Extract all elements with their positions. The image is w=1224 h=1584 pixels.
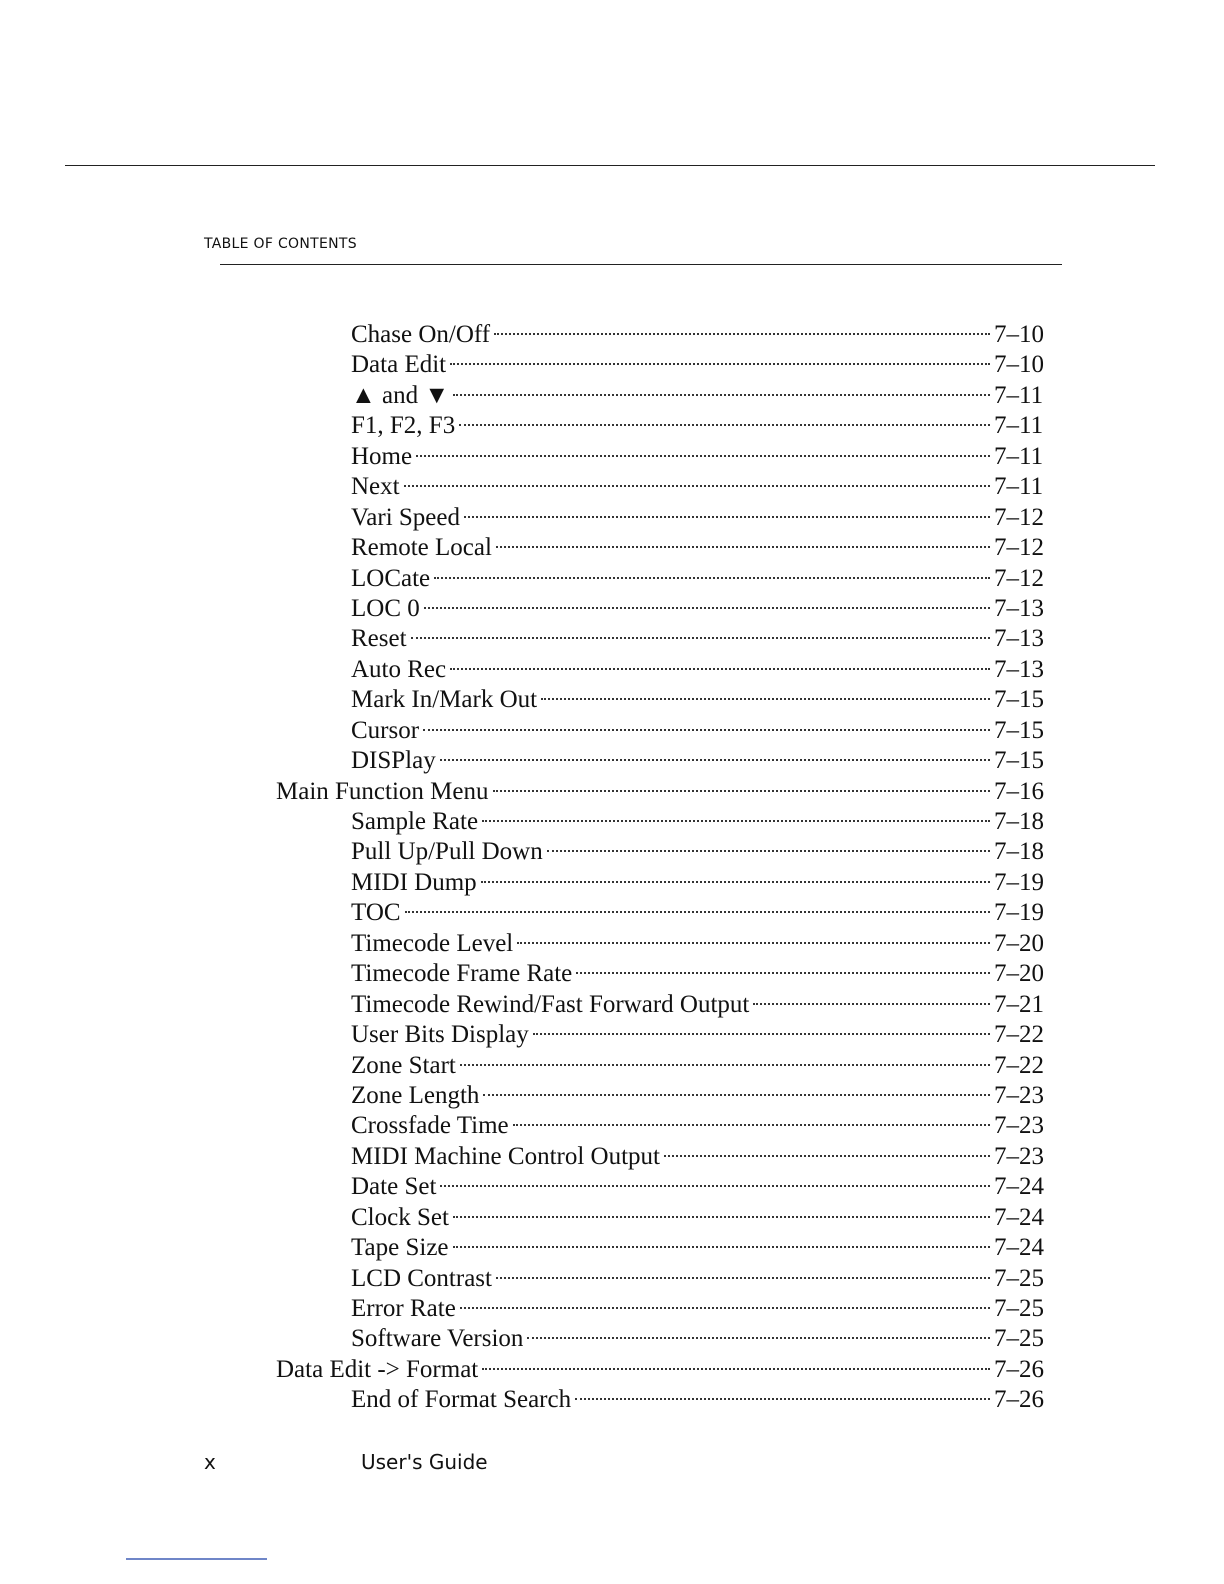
toc-entry-page: 7–21	[994, 990, 1044, 1018]
toc-entry-page: 7–25	[994, 1264, 1044, 1292]
header-rule	[220, 264, 1062, 265]
dot-leader	[423, 708, 990, 738]
toc-entry-label: MIDI Dump	[351, 868, 477, 896]
toc-entry-label: Tape Size	[351, 1234, 449, 1262]
dot-leader	[493, 769, 991, 799]
toc-entry-page: 7–20	[994, 960, 1044, 988]
toc-entry-label: Crossfade Time	[351, 1112, 509, 1140]
toc-entry-label: TOC	[351, 899, 401, 927]
dot-leader	[404, 464, 990, 494]
dot-leader	[483, 1073, 990, 1103]
toc-entry	[0, 1103, 1224, 1140]
dot-leader	[496, 1256, 990, 1286]
dot-leader	[664, 1134, 990, 1164]
toc-entry-page: 7–18	[994, 808, 1044, 835]
toc-entry	[0, 890, 1224, 927]
toc-entry-page: 7–25	[994, 1325, 1044, 1353]
dot-leader	[576, 951, 990, 981]
toc-entry-page: 7–12	[994, 534, 1044, 562]
toc-entry-label: End of Format Search	[351, 1386, 572, 1414]
toc-entry-page: 7–13	[994, 625, 1044, 653]
toc-entry-page: 7–22	[994, 1051, 1044, 1079]
toc-entry-label: LOCate	[351, 564, 431, 592]
toc-entry-label: Next	[351, 473, 400, 501]
toc-entry	[0, 1225, 1224, 1262]
toc-entry	[0, 312, 1224, 348]
toc-entry	[0, 769, 1224, 805]
toc-entry-label: MIDI Machine Control Output	[351, 1142, 660, 1170]
toc-entry-label: Data Edit -> Format	[276, 1355, 479, 1383]
toc-entry	[0, 373, 1224, 409]
toc-entry	[0, 982, 1224, 1018]
toc-entry	[0, 1377, 1224, 1414]
toc-entry-page: 7–19	[994, 868, 1044, 896]
toc-entry	[0, 1073, 1224, 1109]
footer-page-number: x	[204, 1450, 216, 1474]
toc-entry-page: 7–11	[994, 442, 1044, 470]
dot-leader	[424, 586, 990, 616]
toc-entry-label: Cursor	[351, 716, 420, 744]
dot-leader	[450, 342, 990, 372]
toc-entry-page: 7–10	[994, 351, 1044, 379]
dot-leader	[434, 556, 990, 586]
toc-entry	[0, 1286, 1224, 1322]
toc-entry	[0, 1256, 1224, 1292]
toc-entry-label: Remote Local	[351, 534, 492, 562]
dot-leader	[527, 1316, 990, 1346]
dot-leader	[494, 312, 990, 342]
dot-leader	[496, 525, 990, 555]
toc-entry-page: 7–15	[994, 747, 1044, 775]
toc-entry-page: 7–12	[994, 503, 1044, 531]
dot-leader	[453, 1195, 990, 1225]
toc-entry-label: Pull Up/Pull Down	[351, 838, 543, 866]
toc-entry-page: 7–10	[994, 321, 1044, 348]
dot-leader	[450, 647, 990, 677]
toc-entry-label: Reset	[351, 625, 407, 653]
toc-entry	[0, 403, 1224, 440]
toc-entry	[0, 708, 1224, 744]
toc-entry-page: 7–13	[994, 594, 1044, 622]
toc-entry-label: LOC 0	[351, 594, 420, 622]
toc-entry-label: Error Rate	[351, 1295, 456, 1322]
toc-entry-page: 7–22	[994, 1021, 1044, 1049]
dot-leader	[517, 921, 990, 951]
toc-entry	[0, 1134, 1224, 1170]
toc-entry-page: 7–23	[994, 1081, 1044, 1109]
toc-entry-page: 7–24	[994, 1234, 1044, 1262]
toc-entry-label: Auto Rec	[351, 655, 447, 683]
dot-leader	[541, 677, 990, 707]
toc-entry-label: Chase On/Off	[351, 321, 491, 348]
toc-entry-label: Vari Speed	[351, 503, 460, 531]
dot-leader	[460, 1286, 990, 1316]
dot-leader	[482, 799, 990, 829]
running-header	[200, 236, 1064, 266]
dot-leader	[575, 1377, 990, 1407]
toc-entry	[0, 1164, 1224, 1201]
toc-entry	[0, 860, 1224, 896]
dot-leader	[482, 1347, 990, 1377]
toc-entry	[0, 1195, 1224, 1231]
dot-leader	[533, 1012, 990, 1042]
toc-entry-label: Date Set	[351, 1173, 437, 1201]
toc-entry	[0, 921, 1224, 957]
toc-entry	[0, 556, 1224, 592]
toc-entry-label: User Bits Display	[351, 1021, 529, 1049]
toc-entry	[0, 1043, 1224, 1079]
toc-entry	[0, 434, 1224, 470]
toc-entry-label: ▲ and ▼	[351, 381, 450, 409]
toc-entry-label: Timecode Level	[351, 929, 514, 957]
dot-leader	[405, 890, 990, 920]
toc-entry-page: 7–12	[994, 564, 1044, 592]
dot-leader	[459, 403, 990, 433]
toc-entry-page: 7–11	[994, 381, 1044, 409]
toc-entry-page: 7–23	[994, 1112, 1044, 1140]
toc-entry-page: 7–24	[994, 1173, 1044, 1201]
bottom-mark	[126, 1558, 267, 1560]
toc-entry	[0, 586, 1224, 622]
dot-leader	[440, 738, 990, 768]
dot-leader	[753, 982, 990, 1012]
toc-entry-page: 7–19	[994, 899, 1044, 927]
dot-leader	[513, 1103, 990, 1133]
toc-entry-page: 7–26	[994, 1355, 1044, 1383]
dot-leader	[464, 495, 990, 525]
toc-entry-label: Zone Length	[351, 1081, 480, 1109]
toc-entry-label: Software Version	[351, 1325, 524, 1353]
dot-leader	[547, 829, 990, 859]
toc-entry-page: 7–13	[994, 655, 1044, 683]
toc-entry-page: 7–24	[994, 1203, 1044, 1231]
toc-entry	[0, 342, 1224, 379]
toc-entry-page: 7–18	[994, 838, 1044, 866]
toc-entry-label: F1, F2, F3	[351, 412, 456, 440]
toc-entry-label: LCD Contrast	[351, 1264, 492, 1292]
page-footer	[0, 1450, 1224, 1480]
toc-entry-page: 7–11	[994, 412, 1044, 440]
toc-entry-page: 7–20	[994, 929, 1044, 957]
toc-entry-label: Main Function Menu	[276, 777, 489, 805]
table-of-contents	[0, 312, 1224, 1414]
header-title: TABLE OF CONTENTS	[204, 236, 357, 252]
toc-entry	[0, 677, 1224, 714]
toc-entry	[0, 525, 1224, 562]
toc-entry-label: Data Edit	[351, 351, 447, 379]
toc-entry-page: 7–16	[994, 777, 1044, 805]
toc-entry	[0, 616, 1224, 653]
toc-entry-label: Sample Rate	[351, 808, 479, 835]
toc-entry-page: 7–15	[994, 716, 1044, 744]
toc-entry-page: 7–15	[994, 686, 1044, 714]
dot-leader	[453, 373, 990, 403]
dot-leader	[416, 434, 990, 464]
dot-leader	[481, 860, 990, 890]
toc-entry	[0, 647, 1224, 683]
toc-entry-label: Home	[351, 442, 413, 470]
toc-entry	[0, 951, 1224, 988]
toc-entry-page: 7–11	[994, 473, 1044, 501]
toc-entry	[0, 799, 1224, 835]
toc-entry	[0, 495, 1224, 531]
toc-entry-label: Timecode Frame Rate	[351, 960, 573, 988]
toc-entry-page: 7–26	[994, 1386, 1044, 1414]
toc-entry	[0, 464, 1224, 501]
toc-entry	[0, 1012, 1224, 1049]
toc-entry-page-wrap	[994, 1385, 1064, 1415]
dot-leader	[460, 1043, 990, 1073]
toc-entry-page: 7–25	[994, 1295, 1044, 1322]
toc-entry-label: Timecode Rewind/Fast Forward Output	[351, 990, 750, 1018]
toc-entry	[0, 1316, 1224, 1353]
toc-entry-label: DISPlay	[351, 747, 436, 775]
toc-entry	[0, 738, 1224, 775]
dot-leader	[453, 1225, 990, 1255]
toc-entry-label: Clock Set	[351, 1203, 449, 1231]
dot-leader	[440, 1164, 990, 1194]
toc-entry	[0, 1347, 1224, 1383]
footer-guide-title: User's Guide	[361, 1450, 488, 1474]
toc-entry	[0, 829, 1224, 866]
toc-entry-page: 7–23	[994, 1142, 1044, 1170]
toc-entry-label: Zone Start	[351, 1051, 456, 1079]
dot-leader	[411, 616, 990, 646]
top-rule	[65, 165, 1155, 166]
toc-entry-label: Mark In/Mark Out	[351, 686, 538, 714]
